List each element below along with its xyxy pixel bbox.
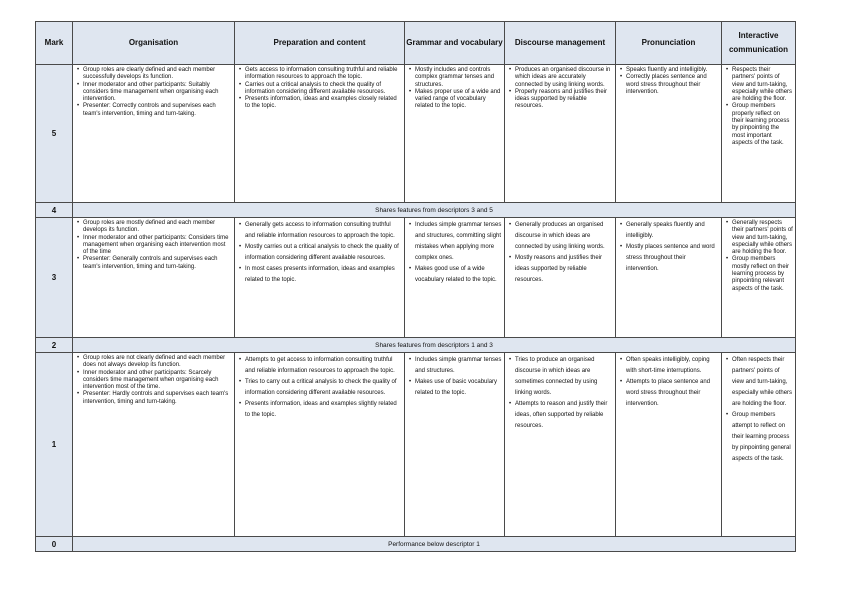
descriptor-item: • Presenter: Hardly controls and supervises each team's intervention, timing and turn-taking. xyxy=(83,391,232,406)
descriptor-item: • Mostly carries out a critical analysis to check the quality of information considering different available resources. xyxy=(245,242,402,264)
descriptor-item: • Group roles are clearly defined and each member successfully develops its function. xyxy=(83,67,232,82)
descriptor-item: • Group members properly reflect on their learning process by pinpointing the most important aspects of the task. xyxy=(732,103,793,147)
descriptor-item: • Presents information, ideas and examples closely related to the topic. xyxy=(245,96,402,111)
rubric-row-5 xyxy=(36,65,796,203)
discourse-cell xyxy=(505,353,616,537)
preparation-cell xyxy=(235,353,405,537)
mark-cell: 5 xyxy=(36,65,73,203)
descriptor-item: • Attempts to place sentence and word stress throughout their intervention. xyxy=(626,377,719,410)
header-discourse-management: Discourse management xyxy=(505,22,616,65)
descriptor-item: • Attempts to reason and justify their ideas, often supported by reliable resources. xyxy=(515,399,613,432)
descriptor-item: • Speaks fluently and intelligibly. xyxy=(626,67,719,74)
descriptor-item: • Tries to carry out a critical analysis to check the quality of information considering different available resources. xyxy=(245,377,402,399)
mark-cell: 2 xyxy=(36,338,73,353)
rubric-row-0 xyxy=(36,537,796,552)
mark-cell: 0 xyxy=(36,537,73,552)
descriptor-item: • Makes proper use of a wide and varied range of vocabulary related to the topic. xyxy=(415,89,502,111)
descriptor-item: • Inner moderator and other participants: Scarcely considers time management when organising each intervention most of the time. xyxy=(83,370,232,392)
descriptor-item: • Group members mostly reflect on their learning process by pinpointing relevant aspects of the task. xyxy=(732,256,793,292)
descriptor-item: • Group roles are mostly defined and each member develops its function. xyxy=(83,220,232,235)
descriptor-item: • Makes good use of a wide vocabulary related to the topic. xyxy=(415,264,502,286)
descriptor-item: • Often respects their partners' points of view and turn-taking, especially while others are holding the floor. xyxy=(732,355,793,410)
descriptor-item: • Includes simple grammar tenses and structures, committing slight mistakes when applying more complex ones. xyxy=(415,220,502,264)
descriptor-item: • Tries to produce an organised discourse in which ideas are sometimes connected by using linking words. xyxy=(515,355,613,399)
rubric-row-1 xyxy=(36,353,796,537)
rubric-row-3 xyxy=(36,218,796,338)
descriptor-item: • Attempts to get access to information consulting truthful and reliable information resources to approach the topic. xyxy=(245,355,402,377)
header-pronunciation: Pronunciation xyxy=(616,22,722,65)
descriptor-item: • Group members attempt to reflect on their learning process by pinpointing general aspects of the task. xyxy=(732,410,793,465)
pronunciation-cell xyxy=(616,218,722,338)
preparation-cell xyxy=(235,65,405,203)
descriptor-item: • Generally produces an organised discourse in which ideas are connected by using linking words. xyxy=(515,220,613,253)
interactive-cell xyxy=(722,65,796,203)
header-preparation-content: Preparation and content xyxy=(235,22,405,65)
descriptor-item: • Presents information, ideas and examples slightly related to the topic. xyxy=(245,399,402,421)
header-mark: Mark xyxy=(36,22,73,65)
descriptor-item: • Properly reasons and justifies their ideas supported by reliable resources. xyxy=(515,89,613,111)
organisation-cell xyxy=(73,353,235,537)
descriptor-item: • Respects their partners' points of view and turn-taking, especially while others are holding the floor. xyxy=(732,67,793,103)
descriptor-item: • Carries out a critical analysis to check the quality of information considering different available resources. xyxy=(245,82,402,97)
organisation-cell xyxy=(73,218,235,338)
descriptor-item: • Generally speaks fluently and intelligibly. xyxy=(626,220,719,242)
header-row xyxy=(36,22,796,65)
mark-cell: 3 xyxy=(36,218,73,338)
grammar-cell xyxy=(405,218,505,338)
descriptor-item: • Mostly reasons and justifies their ideas supported by reliable resources. xyxy=(515,253,613,286)
descriptor-item: • Generally gets access to information consulting truthful and reliable information resources to approach the topic. xyxy=(245,220,402,242)
descriptor-item: • Presenter: Generally controls and supervises each team's intervention, timing and turn-taking. xyxy=(83,256,232,271)
rubric-row-4 xyxy=(36,203,796,218)
shares-features-note: Shares features from descriptors 3 and 5 xyxy=(73,203,796,218)
grammar-cell xyxy=(405,353,505,537)
descriptor-item: • Generally respects their partners' points of view and turn-taking, especially while others are holding the floor. xyxy=(732,220,793,256)
descriptor-item: • Group roles are not clearly defined and each member does not always develop its function. xyxy=(83,355,232,370)
descriptor-item: • Inner moderator and other participants: Considers time management when organising each intervention most of the time xyxy=(83,235,232,257)
descriptor-item: • Mostly includes and controls complex grammar tenses and structures. xyxy=(415,67,502,89)
descriptor-item: • Produces an organised discourse in which ideas are accurately connected by using linking words. xyxy=(515,67,613,89)
interactive-cell xyxy=(722,353,796,537)
header-interactive-communication: Interactive communication xyxy=(722,22,796,65)
assessment-rubric-table xyxy=(35,21,796,552)
descriptor-item: • Often speaks intelligibly, coping with short-time interruptions. xyxy=(626,355,719,377)
descriptor-item: • Makes use of basic vocabulary related to the topic. xyxy=(415,377,502,399)
descriptor-item: • In most cases presents information, ideas and examples related to the topic. xyxy=(245,264,402,286)
pronunciation-cell xyxy=(616,65,722,203)
header-grammar-vocabulary: Grammar and vocabulary xyxy=(405,22,505,65)
descriptor-item: • Inner moderator and other participants: Suitably considers time management when organising each intervention. xyxy=(83,82,232,104)
rubric-row-2 xyxy=(36,338,796,353)
preparation-cell xyxy=(235,218,405,338)
mark-cell: 1 xyxy=(36,353,73,537)
pronunciation-cell xyxy=(616,353,722,537)
performance-below-note: Performance below descriptor 1 xyxy=(73,537,796,552)
shares-features-note: Shares features from descriptors 1 and 3 xyxy=(73,338,796,353)
header-organisation: Organisation xyxy=(73,22,235,65)
descriptor-item: • Correctly places sentence and word stress throughout their intervention. xyxy=(626,74,719,96)
discourse-cell xyxy=(505,218,616,338)
descriptor-item: • Gets access to information consulting truthful and reliable information resources to approach the topic. xyxy=(245,67,402,82)
mark-cell: 4 xyxy=(36,203,73,218)
organisation-cell xyxy=(73,65,235,203)
descriptor-item: • Mostly places sentence and word stress throughout their intervention. xyxy=(626,242,719,275)
descriptor-item: • Includes simple grammar tenses and structures. xyxy=(415,355,502,377)
discourse-cell xyxy=(505,65,616,203)
interactive-cell xyxy=(722,218,796,338)
descriptor-item: • Presenter: Correctly controls and supervises each team's intervention, timing and turn-taking. xyxy=(83,103,232,118)
grammar-cell xyxy=(405,65,505,203)
